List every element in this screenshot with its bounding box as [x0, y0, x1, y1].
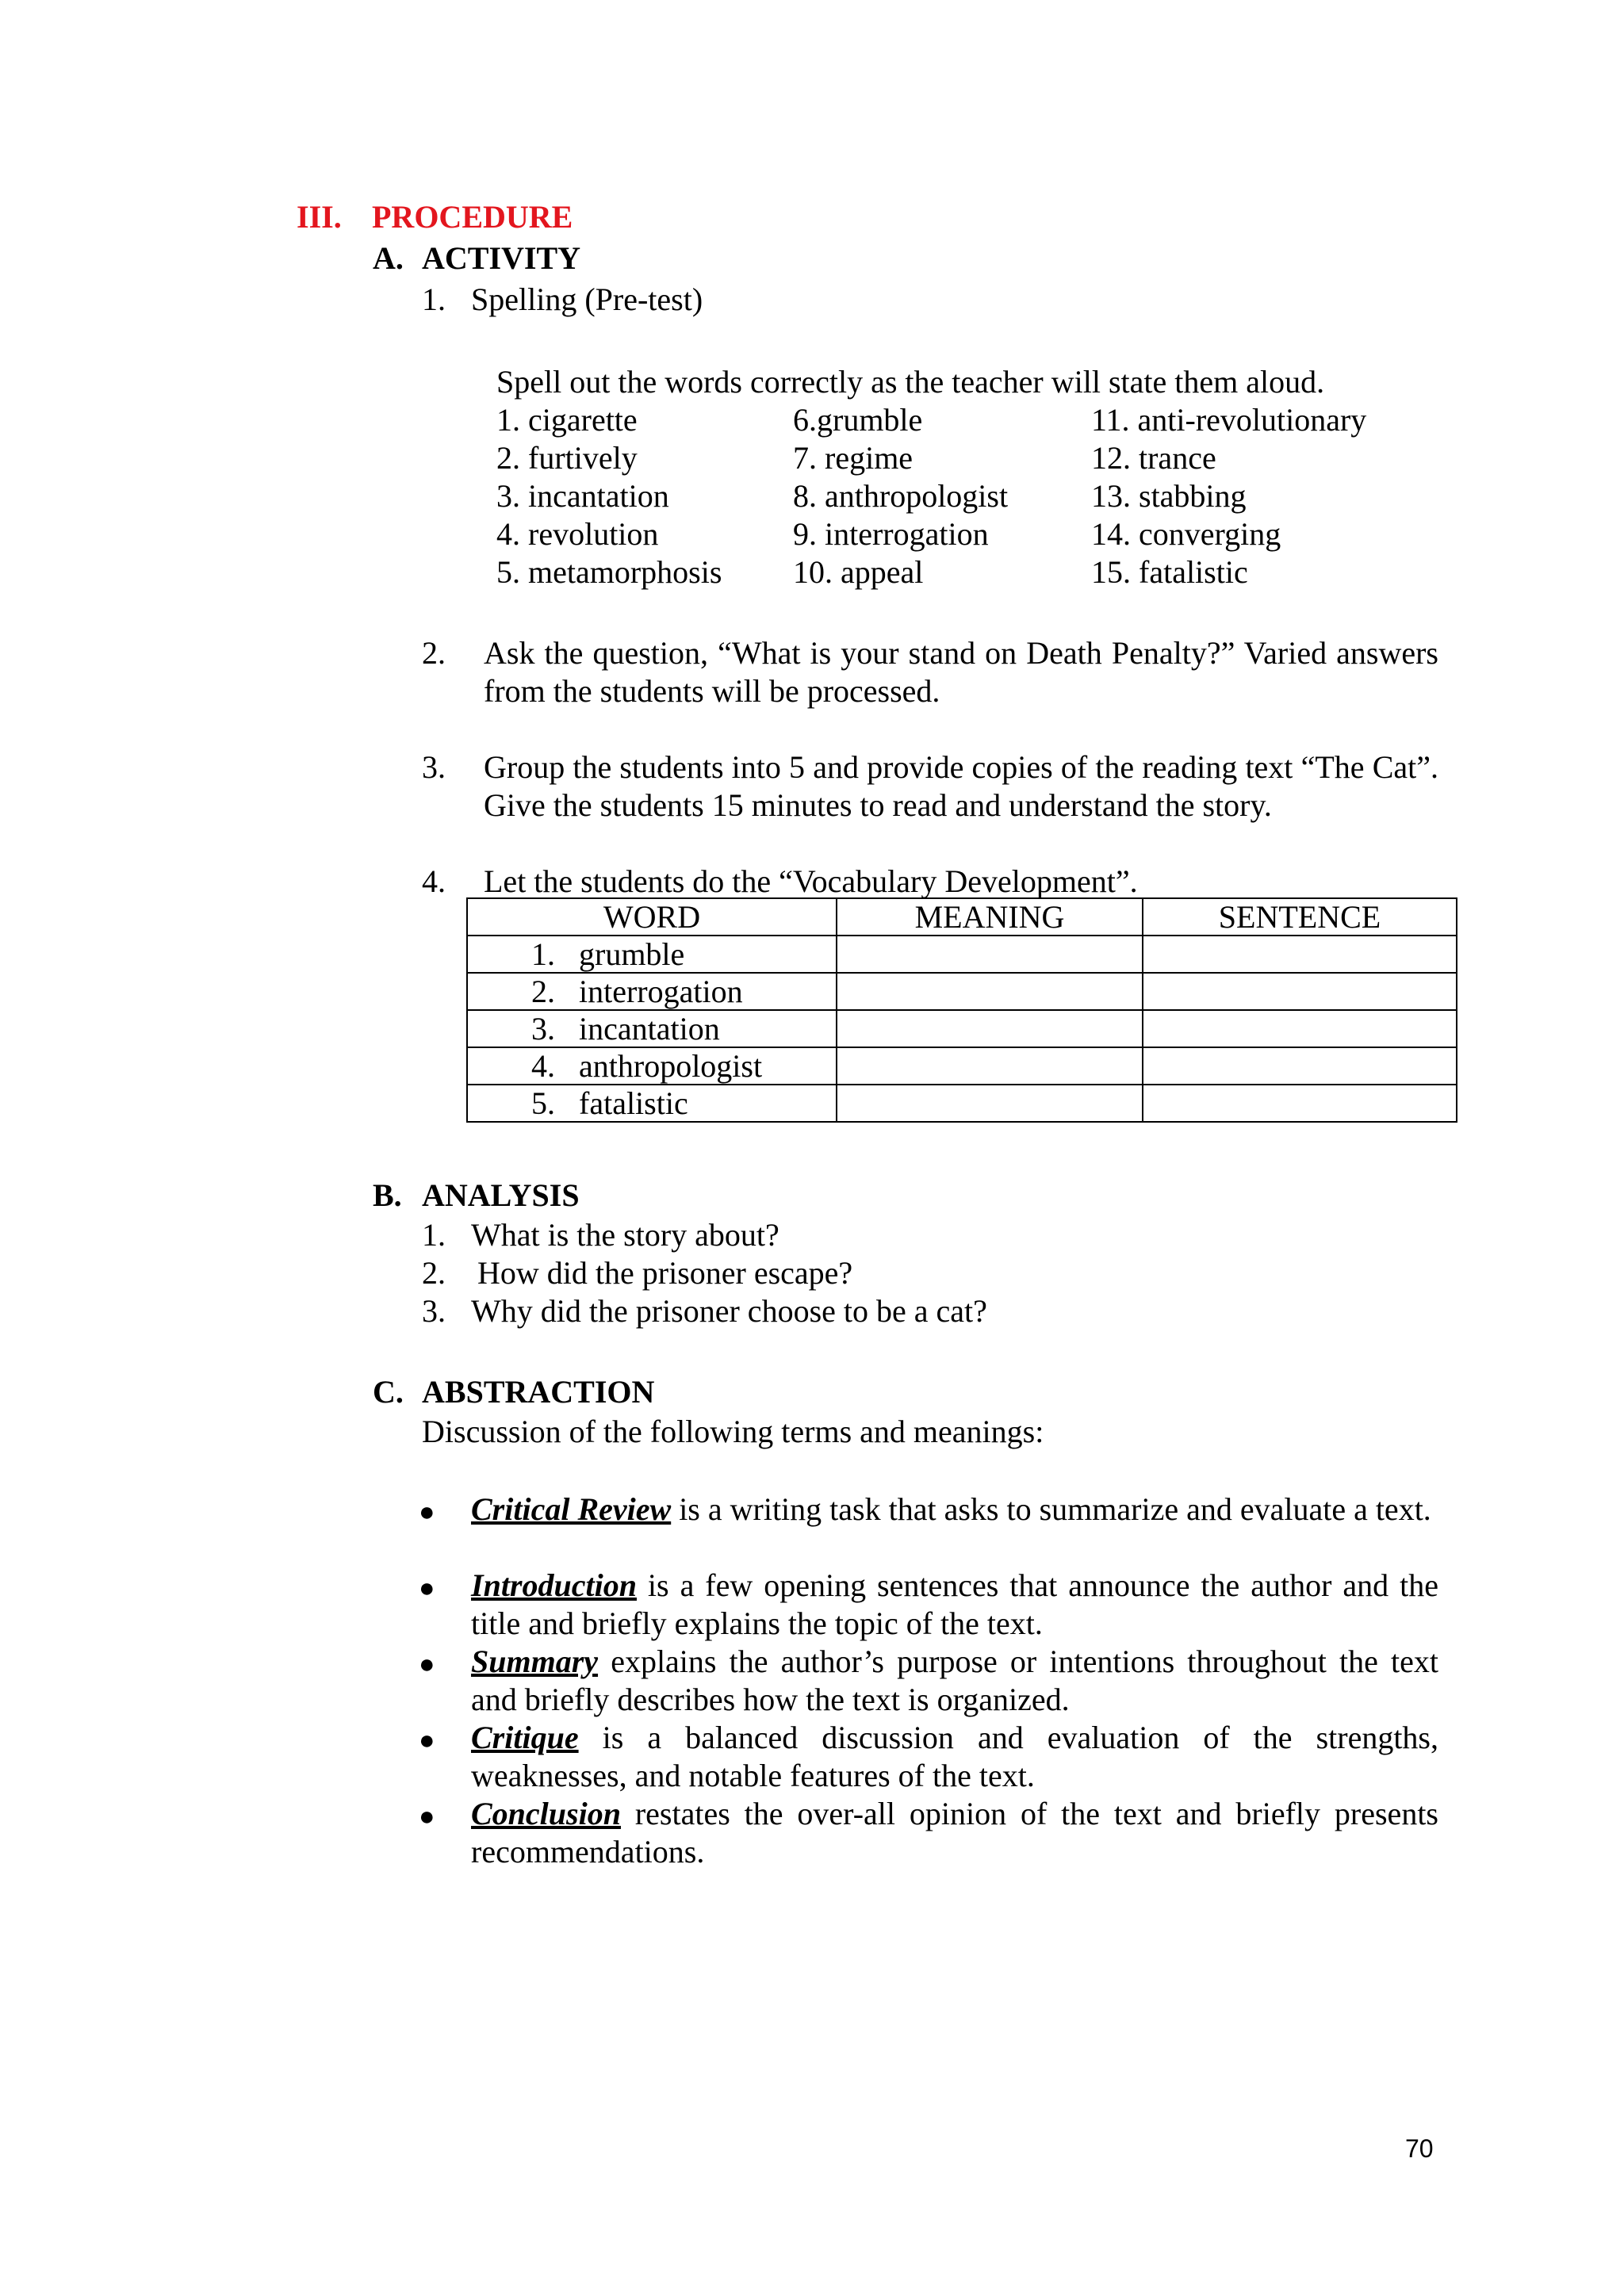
- abstraction-letter: C.: [373, 1374, 404, 1410]
- word-item: 4. revolution: [496, 516, 659, 552]
- table-row: [467, 1085, 1457, 1122]
- word-item: 3. incantation: [496, 478, 669, 514]
- word-item: 13. stabbing: [1091, 478, 1247, 514]
- bullet-icon: ●: [419, 1498, 435, 1527]
- table-cell-word: 5. fatalistic: [467, 1085, 837, 1122]
- word-item: 9. interrogation: [793, 516, 989, 552]
- word-item: 5. metamorphosis: [496, 554, 722, 590]
- analysis-letter: B.: [373, 1177, 402, 1213]
- abstraction-intro: Discussion of the following terms and meanings:: [422, 1414, 1044, 1449]
- word-item: 10. appeal: [793, 554, 924, 590]
- word-item: 1. cigarette: [496, 402, 638, 438]
- word-list-col1: [496, 401, 722, 591]
- activity-item3-num: 3.: [422, 749, 446, 785]
- term-label: Conclusion: [471, 1796, 621, 1831]
- vocabulary-table: [466, 897, 1457, 1123]
- bullet-icon: ●: [419, 1726, 435, 1755]
- word-item: 6.grumble: [793, 402, 923, 438]
- table-cell-sentence[interactable]: [1143, 936, 1457, 973]
- analysis-q3-num: 3.: [422, 1293, 446, 1329]
- term-definition: is a balanced discussion and evaluation of the strengths, weaknesses, and notable features of the text.: [471, 1720, 1438, 1793]
- term-definition: is a few opening sentences that announce the author and the title and briefly explains the topic of the text.: [471, 1567, 1438, 1641]
- analysis-q1-num: 1.: [422, 1217, 446, 1253]
- term-item: [471, 1567, 1438, 1643]
- section-numeral: III.: [297, 199, 342, 235]
- table-cell-word: 1. grumble: [467, 936, 837, 973]
- table-cell-word: 3. incantation: [467, 1010, 837, 1047]
- term-definition: restates the over-all opinion of the text and briefly presents recommendations.: [471, 1796, 1438, 1869]
- word-list-col3: [1091, 401, 1366, 591]
- word-item: 2. furtively: [496, 440, 638, 476]
- analysis-title: ANALYSIS: [422, 1177, 580, 1213]
- activity-item1-num: 1.: [422, 281, 446, 317]
- bullet-icon: ●: [419, 1650, 435, 1679]
- activity-title: ACTIVITY: [422, 240, 581, 276]
- table-cell-meaning[interactable]: [837, 1010, 1143, 1047]
- table-cell-sentence[interactable]: [1143, 1085, 1457, 1122]
- bullet-icon: ●: [419, 1802, 435, 1831]
- table-header-row: [467, 898, 1457, 936]
- word-item: 15. fatalistic: [1091, 554, 1248, 590]
- table-cell-meaning[interactable]: [837, 1085, 1143, 1122]
- analysis-q2-num: 2.: [422, 1255, 446, 1291]
- term-label: Introduction: [471, 1567, 637, 1603]
- table-cell-meaning[interactable]: [837, 1047, 1143, 1085]
- header-sentence: SENTENCE: [1143, 898, 1457, 936]
- table-row: [467, 936, 1457, 973]
- term-label: Critical Review: [471, 1491, 672, 1527]
- activity-item2-text: Ask the question, “What is your stand on Death Penalty?” Varied answers from the students will be processed.: [484, 635, 1438, 709]
- table-cell-word: 2. interrogation: [467, 973, 837, 1010]
- spelling-instruction: Spell out the words correctly as the teacher will state them aloud.: [496, 364, 1325, 400]
- activity-item3-text: Group the students into 5 and provide copies of the reading text “The Cat”. Give the students 15 minutes to read and understand the story.: [484, 749, 1438, 823]
- activity-letter: A.: [373, 240, 404, 276]
- header-word: WORD: [467, 898, 837, 936]
- bullet-icon: ●: [419, 1574, 435, 1603]
- table-row: [467, 973, 1457, 1010]
- term-item: [471, 1643, 1438, 1719]
- activity-item2-num: 2.: [422, 635, 446, 671]
- word-item: 14. converging: [1091, 516, 1281, 552]
- word-list-col2: [793, 401, 1008, 591]
- term-label: Critique: [471, 1720, 579, 1755]
- analysis-q3-text: Why did the prisoner choose to be a cat?: [471, 1293, 987, 1329]
- activity-item1-text: Spelling (Pre-test): [471, 281, 703, 317]
- term-item: [471, 1719, 1438, 1795]
- abstraction-title: ABSTRACTION: [422, 1374, 655, 1410]
- term-definition: is a writing task that asks to summarize and evaluate a text.: [671, 1491, 1431, 1527]
- term-definition: explains the author’s purpose or intentions throughout the text and briefly describes how the text is organized.: [471, 1644, 1438, 1717]
- header-meaning: MEANING: [837, 898, 1143, 936]
- table-row: [467, 1047, 1457, 1085]
- word-item: 12. trance: [1091, 440, 1216, 476]
- term-item: [471, 1795, 1438, 1871]
- table-cell-meaning[interactable]: [837, 973, 1143, 1010]
- section-title: PROCEDURE: [372, 199, 573, 235]
- word-item: 8. anthropologist: [793, 478, 1009, 514]
- table-cell-sentence[interactable]: [1143, 1010, 1457, 1047]
- table-cell-word: 4. anthropologist: [467, 1047, 837, 1085]
- analysis-q2-text: How did the prisoner escape?: [477, 1255, 853, 1291]
- activity-item4-num: 4.: [422, 863, 446, 899]
- analysis-q1-text: What is the story about?: [471, 1217, 779, 1253]
- word-item: 7. regime: [793, 440, 914, 476]
- word-item: 11. anti-revolutionary: [1091, 402, 1367, 438]
- table-cell-sentence[interactable]: [1143, 1047, 1457, 1085]
- term-item: [471, 1490, 1438, 1529]
- page-number: 70: [1405, 2134, 1434, 2163]
- table-cell-sentence[interactable]: [1143, 973, 1457, 1010]
- table-cell-meaning[interactable]: [837, 936, 1143, 973]
- activity-item4-text: Let the students do the “Vocabulary Development”.: [484, 863, 1138, 899]
- table-row: [467, 1010, 1457, 1047]
- term-label: Summary: [471, 1644, 599, 1679]
